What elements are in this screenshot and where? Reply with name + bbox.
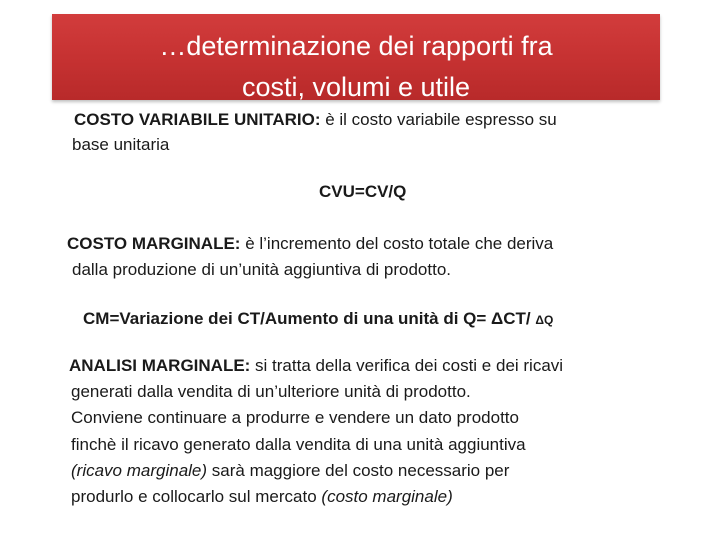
analisi-marginale-line-3: Conviene continuare a produrre e vendere un dato prodotto: [71, 408, 519, 427]
analisi-marginale-line-2: generati dalla vendita di un’ulteriore unità di prodotto.: [71, 382, 471, 401]
costo-marginale-line-1: [67, 230, 553, 257]
costo-marginale-text-1: è l’incremento del costo totale che deriva: [240, 234, 554, 253]
slide-title-banner: [52, 14, 660, 100]
formula-cm-main: CM=Variazione dei CT/Aumento di una unità di Q= ΔCT/: [83, 309, 536, 328]
costo-marginale-term: COSTO MARGINALE:: [67, 234, 241, 253]
costo-variabile-line-1: [74, 106, 557, 133]
formula-cm: [83, 307, 553, 332]
costo-marginale-term-italic: (costo marginale): [321, 487, 453, 506]
analisi-marginale-line-1: [69, 352, 563, 379]
costo-variabile-term: COSTO VARIABILE UNITARIO:: [74, 110, 321, 129]
analisi-marginale-term: ANALISI MARGINALE:: [69, 356, 251, 375]
analisi-marginale-text-5: sarà maggiore del costo necessario per: [207, 461, 510, 480]
analisi-marginale-line-6: [71, 483, 453, 510]
slide-title-line-1: …determinazione dei rapporti fra: [159, 31, 553, 61]
analisi-marginale-line-5: [71, 457, 509, 484]
formula-cvu: CVU=CV/Q: [319, 182, 407, 201]
ricavo-marginale-term: (ricavo marginale): [71, 461, 208, 480]
formula-cm-delta-q: ΔQ: [535, 313, 554, 327]
analisi-marginale-text-1: si tratta della verifica dei costi e dei ricavi: [250, 356, 564, 375]
costo-marginale-line-2: dalla produzione di un’unità aggiuntiva di prodotto.: [72, 260, 451, 279]
costo-variabile-line-2: base unitaria: [72, 135, 170, 154]
slide-title-line-2: costi, volumi e utile: [241, 72, 471, 100]
analisi-marginale-line-4: finchè il ricavo generato dalla vendita di una unità aggiuntiva: [71, 435, 526, 454]
costo-variabile-text-1: è il costo variabile espresso su: [320, 110, 557, 129]
analisi-marginale-text-6: produrlo e collocarlo sul mercato: [71, 487, 322, 506]
